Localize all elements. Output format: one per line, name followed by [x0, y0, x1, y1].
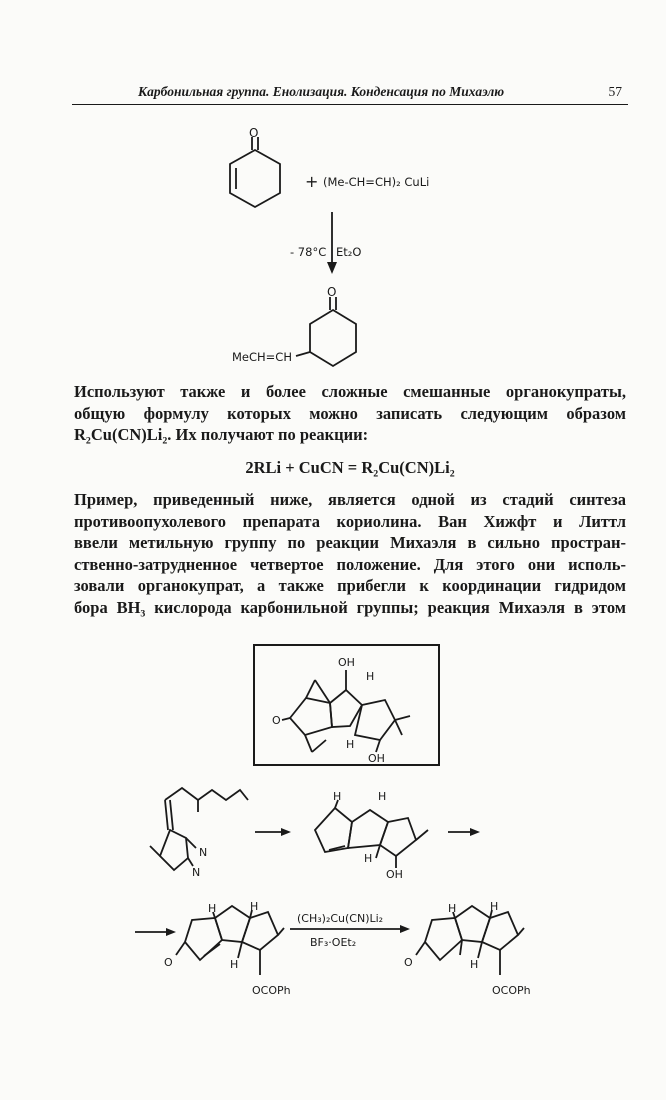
lewis-acid: BF₃·OEt₂ — [310, 936, 357, 949]
product-structure — [404, 900, 531, 997]
enone-structure — [164, 900, 291, 997]
product-ester: OCOPh — [492, 984, 531, 997]
coriolin-h-bottom: H — [346, 738, 355, 751]
conditions-solvent: Et₂O — [336, 245, 362, 259]
paragraph-1-line: Используют также и более сложные смешанные органокупраты, — [74, 382, 626, 401]
reaction-arrow-3 — [448, 828, 480, 836]
cuprate-reagent: (Me-CH=CH)₂ CuLi — [323, 175, 430, 189]
product-o: O — [404, 956, 413, 969]
product-h2: H — [490, 900, 499, 913]
conditions-temperature: - 78°C — [290, 245, 327, 259]
cuprate-reagent-2: (CH₃)₂Cu(CN)Li₂ — [297, 912, 384, 925]
triquinane-intermediate-structure — [315, 790, 428, 881]
reaction-arrow-5 — [290, 925, 410, 933]
enone-h3: H — [230, 958, 239, 971]
intermediate-h1: H — [333, 790, 342, 803]
coriolin-o-ketone: O — [272, 714, 281, 727]
product-substituent: MeCH=CH — [232, 350, 292, 364]
paragraph-2-line: бора BH₃ кислорода карбонильной группы; реакция Михаэля в этом — [74, 597, 626, 617]
paragraph-1-line: R₂Cu(CN)Li₂. Их получают по реакции: — [74, 425, 369, 444]
product-h3: H — [470, 958, 479, 971]
product-oxygen: O — [327, 285, 337, 299]
page-number: 57 — [608, 84, 622, 99]
coriolin-structure — [272, 656, 410, 765]
paragraph-1-line: общую формулу которых можно записать следующим образом — [74, 403, 626, 423]
diazene-n2: N — [192, 866, 201, 879]
paragraph-2-line: противоопухолевого препарата кориолина. Ван Хижфт и Литтл — [74, 511, 626, 531]
plus-sign: + — [305, 172, 319, 191]
product-h1: H — [448, 902, 457, 915]
coriolin-oh-bottom: OH — [368, 752, 385, 765]
ketone-oxygen: O — [249, 126, 259, 140]
coriolin-oh-top: OH — [338, 656, 355, 669]
starting-material-structure — [150, 788, 248, 879]
enone-h2: H — [250, 900, 259, 913]
intermediate-oh: OH — [386, 868, 403, 881]
intermediate-h3: H — [364, 852, 373, 865]
coriolin-h-top: H — [366, 670, 375, 683]
equation: 2RLi + CuCN = R₂Cu(CN)Li₂ — [245, 458, 455, 477]
enone-o: O — [164, 956, 173, 969]
paragraph-2-line: ственно-затрудненное четвертое положение. Для этого они исполь- — [74, 554, 626, 574]
reaction-arrow-4 — [135, 928, 176, 936]
paragraph-2-line: ввели метильную группу по реакции Михаэля в сильно простран- — [74, 533, 626, 552]
running-title: Карбонильная группа. Енолизация. Конденсация по Михаэлю — [138, 84, 505, 99]
paragraph-2-line: Пример, приведенный ниже, является одной из стадий синтеза — [74, 490, 626, 509]
reaction-arrow-2 — [255, 828, 291, 836]
enone-h1: H — [208, 902, 217, 915]
enone-ester: OCOPh — [252, 984, 291, 997]
diazene-n1: N — [199, 846, 208, 859]
paragraph-2-line: зовали органокупрат, а также прибегли к координации гидридом — [74, 576, 626, 595]
intermediate-h2: H — [378, 790, 387, 803]
